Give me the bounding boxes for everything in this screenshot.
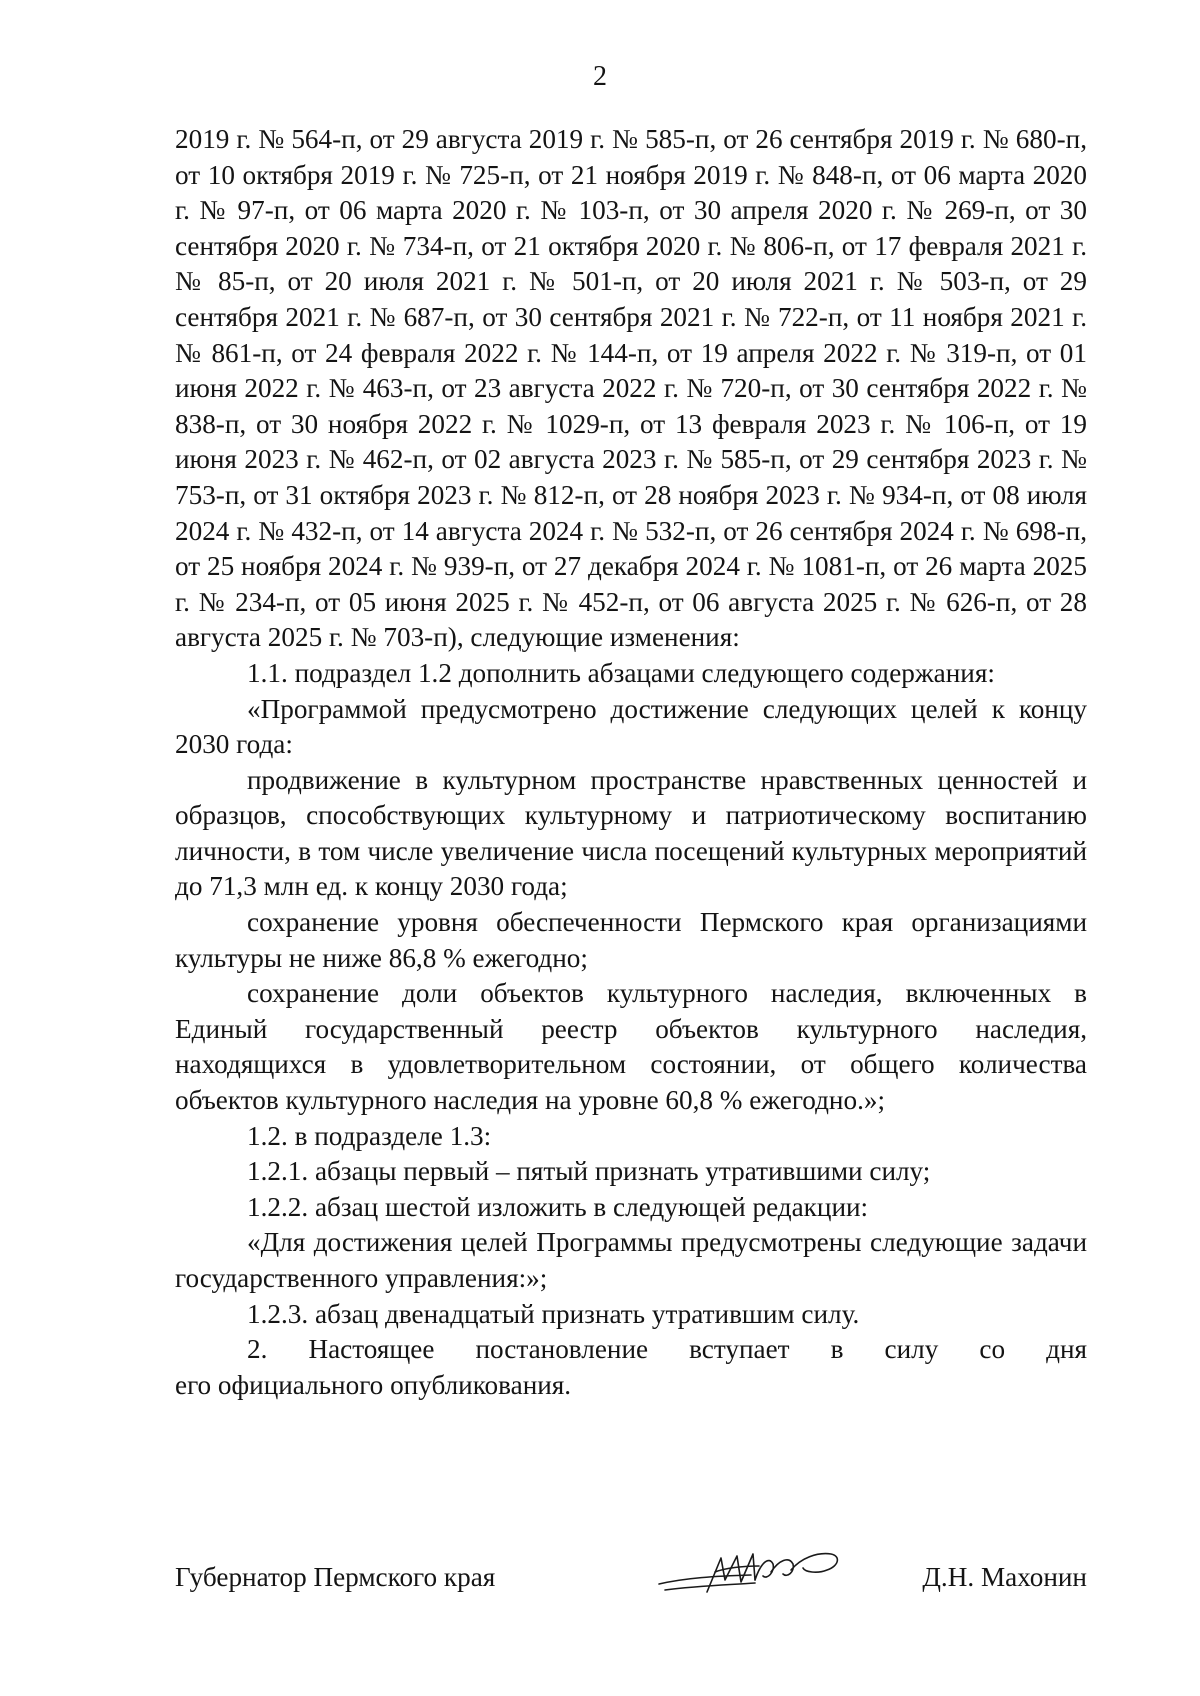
paragraph-2-line1: 2. Настоящее постановление вступает в силу со дня	[247, 1334, 1087, 1365]
handwritten-signature-icon	[655, 1542, 855, 1606]
paragraph-goal-provision: сохранение уровня обеспеченности Пермского края организациями культуры не ниже 86,8 % ежегодно;	[175, 907, 1087, 973]
paragraph-2-line2: его официального опубликования.	[175, 1369, 572, 1400]
signatory-name: Д.Н. Махонин	[922, 1562, 1087, 1592]
paragraph-goal-values: продвижение в культурном пространстве нравственных ценностей и образцов, способствующих культурному и патриотическому воспитанию личности, в том числе увеличение числа посещений культурных мероприятий до 71,3 млн ед. к концу 2030 года;	[175, 764, 1087, 902]
document-body	[175, 122, 1087, 1403]
signature-block	[175, 1550, 1087, 1620]
paragraph-1-2-2: 1.2.2. абзац шестой изложить в следующей редакции:	[247, 1191, 869, 1222]
page-number: 2	[593, 61, 607, 92]
paragraph-1-2-1: 1.2.1. абзацы первый – пятый признать утратившими силу;	[247, 1156, 931, 1187]
paragraph-1-1: 1.1. подраздел 1.2 дополнить абзацами следующего содержания:	[247, 657, 995, 688]
signatory-position: Губернатор Пермского края	[175, 1562, 496, 1592]
paragraph-1-2-3: 1.2.3. абзац двенадцатый признать утратившим силу.	[247, 1298, 860, 1329]
paragraph-1-2: 1.2. в подразделе 1.3:	[247, 1120, 492, 1151]
paragraph-goal-heritage: сохранение доли объектов культурного наследия, включенных в Единый государственный реестр объектов культурного наследия, находящихся в удовлетворительном состоянии, от общего количества объектов культурного наследия на уровне 60,8 % ежегодно.»;	[175, 978, 1087, 1116]
paragraph-amendments-list: 2019 г. № 564-п, от 29 августа 2019 г. № 585-п, от 26 сентября 2019 г. № 680-п, от 10 октября 2019 г. № 725-п, от 21 ноября 2019 г. № 848-п, от 06 марта 2020 г. № 97-п, от 06 марта 2020 г. № 103-п, от 30 апреля 2020 г. № 269-п, от 30 сентября 2020 г. № 734-п, от 21 октября 2020 г. № 806-п, от 17 февраля 2021 г. № 85-п, от 20 июля 2021 г. № 501-п, от 20 июля 2021 г. № 503-п, от 29 сентября 2021 г. № 687-п, от 30 сентября 2021 г. № 722-п, от 11 ноября 2021 г. № 861-п, от 24 февраля 2022 г. № 144-п, от 19 апреля 2022 г. № 319-п, от 01 июня 2022 г. № 463-п, от 23 августа 2022 г. № 720-п, от 30 сентября 2022 г. № 838-п, от 30 ноября 2022 г. № 1029-п, от 13 февраля 2023 г. № 106-п, от 19 июня 2023 г. № 462-п, от 02 августа 2023 г. № 585-п, от 29 сентября 2023 г. № 753-п, от 31 октября 2023 г. № 812-п, от 28 ноября 2023 г. № 934-п, от 08 июля 2024 г. № 432-п, от 14 августа 2024 г. № 532-п, от 26 сентября 2024 г. № 698-п, от 25 ноября 2024 г. № 939-п, от 27 декабря 2024 г. № 1081-п, от 26 марта 2025 г. № 234-п, от 05 июня 2025 г. № 452-п, от 06 августа 2025 г. № 626-п, от 28 августа 2025 г. № 703-п), следующие изменения:	[175, 124, 1087, 653]
paragraph-goals-intro: «Программой предусмотрено достижение следующих целей к концу 2030 года:	[175, 693, 1087, 760]
paragraph-tasks-quote: «Для достижения целей Программы предусмотрены следующие задачи государственного управления:»;	[175, 1227, 1087, 1293]
